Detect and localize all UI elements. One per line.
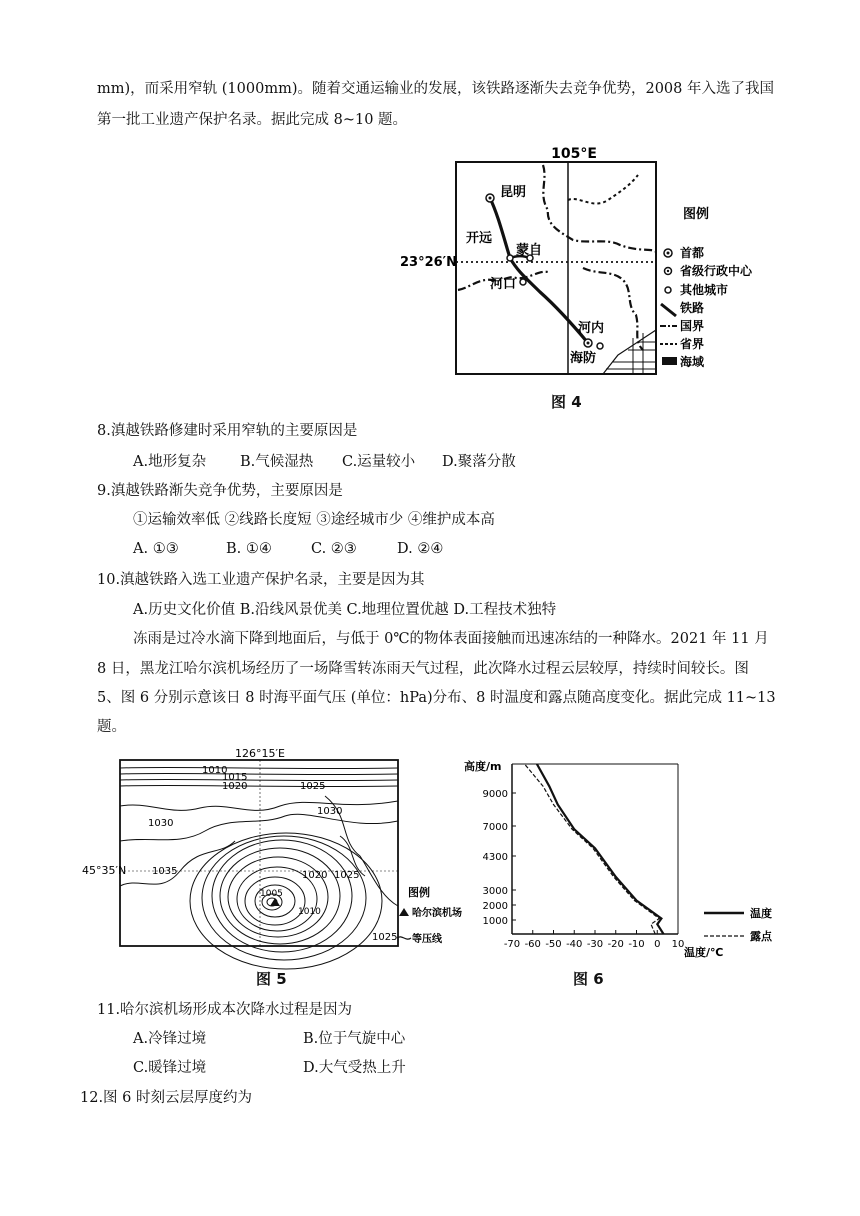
figure-5-isobar-map bbox=[82, 746, 462, 950]
isobar-label: 1025 bbox=[372, 932, 398, 943]
legend-other-city: 其他城市 bbox=[680, 283, 729, 297]
fig4-latitude-label: 23°26′N bbox=[400, 255, 457, 270]
isobar-label: 1010 bbox=[202, 765, 228, 776]
q9-option-a: A. ①③ bbox=[133, 541, 179, 557]
q9-option-d: D. ②④ bbox=[397, 541, 444, 557]
q11-stem: 11.哈尔滨机场形成本次降水过程是因为 bbox=[97, 1002, 353, 1018]
q8-option-a: A.地形复杂 bbox=[133, 454, 207, 470]
legend-capital: 首都 bbox=[680, 246, 705, 260]
city-mengzi: 蒙自 bbox=[516, 243, 543, 258]
q11-option-c: C.暖锋过境 bbox=[133, 1060, 207, 1076]
fig4-legend-title: 图例 bbox=[683, 207, 710, 222]
intro-line-1: mm)，而采用窄轨 (1000mm)。随着交通运输业的发展，该铁路逐渐失去竞争优势，2008 年入选了我国 bbox=[97, 81, 774, 97]
isobar-label: 1030 bbox=[148, 818, 174, 829]
isobar-label: 1035 bbox=[152, 866, 178, 877]
y-tick-label: 2000 bbox=[482, 901, 508, 912]
legend-sea: 海域 bbox=[680, 355, 705, 369]
x-tick-label: -70 bbox=[503, 939, 521, 950]
q10-stem: 10.滇越铁路入选工业遗产保护名录，主要是因为其 bbox=[97, 572, 425, 588]
isobar-label: 1020 bbox=[222, 781, 248, 792]
y-tick-label: 1000 bbox=[482, 916, 508, 927]
figure-6-chart bbox=[462, 756, 792, 962]
figure-5-caption: 图 5 bbox=[256, 970, 287, 988]
city-haiphong: 海防 bbox=[570, 351, 597, 366]
harbin-airport-marker bbox=[270, 898, 280, 906]
y-tick-label: 4300 bbox=[482, 852, 508, 863]
legend-isobar: 等压线 bbox=[412, 934, 442, 945]
q12-stem: 12.图 6 时刻云层厚度约为 bbox=[80, 1090, 253, 1106]
figure-6-caption: 图 6 bbox=[573, 970, 604, 988]
fig6-x-axis-label: 温度/℃ bbox=[684, 946, 724, 959]
y-tick-label: 7000 bbox=[482, 822, 508, 833]
isobar-label: 1025 bbox=[300, 781, 326, 792]
x-tick-label: -60 bbox=[524, 939, 541, 950]
legend-provincial-center: 省级行政中心 bbox=[680, 264, 753, 278]
dewpoint-series-line bbox=[525, 764, 660, 934]
isobar-label: 1010 bbox=[298, 907, 321, 917]
fig4-longitude-label: 105°E bbox=[551, 146, 597, 162]
q11-option-b: B.位于气旋中心 bbox=[303, 1031, 406, 1047]
q11-option-a: A.冷锋过境 bbox=[133, 1031, 207, 1047]
q10-options: A.历史文化价值 B.沿线风景优美 C.地理位置优越 D.工程技术独特 bbox=[133, 602, 557, 618]
q11-option-d: D.大气受热上升 bbox=[303, 1060, 406, 1076]
figure-4-caption: 图 4 bbox=[551, 393, 582, 411]
passage2-line-1: 冻雨是过冷水滴下降到地面后，与低于 0℃的物体表面接触而迅速冻结的一种降水。2021 年 11 月 bbox=[133, 631, 769, 647]
isobar-label: 1025 bbox=[334, 870, 360, 881]
q8-option-c: C.运量较小 bbox=[342, 454, 416, 470]
passage2-line-4: 题。 bbox=[97, 719, 126, 735]
q8-option-d: D.聚落分散 bbox=[442, 454, 516, 470]
intro-line-2: 第一批工业遗产保护名录。据此完成 8~10 题。 bbox=[97, 112, 408, 128]
legend-dewpoint: 露点 bbox=[750, 930, 772, 943]
q9-stem: 9.滇越铁路渐失竞争优势，主要原因是 bbox=[97, 483, 343, 499]
fig5-latitude-label: 45°35′N bbox=[82, 864, 127, 877]
city-hekou: 河口 bbox=[490, 277, 517, 292]
legend-temperature: 温度 bbox=[750, 907, 772, 920]
isobar-label: 1030 bbox=[317, 806, 343, 817]
x-tick-label: 10 bbox=[671, 939, 685, 950]
figure-4-map bbox=[398, 140, 778, 380]
legend-national-border: 国界 bbox=[680, 319, 705, 333]
q8-option-b: B.气候湿热 bbox=[240, 454, 314, 470]
isobar-label: 1015 bbox=[222, 772, 248, 783]
passage2-line-3: 5、图 6 分别示意该日 8 时海平面气压 (单位：hPa)分布、8 时温度和露点随高度变化。据此完成 11~13 bbox=[97, 690, 776, 706]
x-tick-label: -30 bbox=[586, 939, 604, 950]
x-tick-label: -20 bbox=[607, 939, 624, 950]
q9-option-b: B. ①④ bbox=[226, 541, 272, 557]
isobar-label: 1020 bbox=[302, 870, 328, 881]
isobar-label: 1005 bbox=[260, 889, 283, 899]
y-tick-label: 3000 bbox=[482, 886, 508, 897]
city-kaiyuan: 开远 bbox=[466, 231, 493, 246]
q8-stem: 8.滇越铁路修建时采用窄轨的主要原因是 bbox=[97, 423, 358, 439]
legend-harbin-airport: 哈尔滨机场 bbox=[412, 908, 462, 919]
legend-provincial-border: 省界 bbox=[680, 337, 705, 351]
city-hanoi: 河内 bbox=[578, 321, 605, 336]
x-tick-label: -50 bbox=[545, 939, 562, 950]
x-tick-label: 0 bbox=[654, 939, 661, 950]
city-kunming: 昆明 bbox=[500, 185, 527, 200]
fig5-legend-title: 图例 bbox=[408, 886, 430, 899]
fig5-longitude-label: 126°15′E bbox=[235, 747, 285, 760]
fig6-y-axis-label: 高度/m bbox=[464, 760, 502, 773]
y-tick-label: 9000 bbox=[482, 789, 508, 800]
x-tick-label: -40 bbox=[566, 939, 583, 950]
x-tick-label: -10 bbox=[628, 939, 645, 950]
q9-option-c: C. ②③ bbox=[311, 541, 357, 557]
legend-railway: 铁路 bbox=[680, 301, 705, 315]
passage2-line-2: 8 日，黑龙江哈尔滨机场经历了一场降雪转冻雨天气过程，此次降水过程云层较厚，持续时间较长。图 bbox=[97, 661, 749, 677]
q9-items: ①运输效率低 ②线路长度短 ③途经城市少 ④维护成本高 bbox=[133, 512, 495, 528]
